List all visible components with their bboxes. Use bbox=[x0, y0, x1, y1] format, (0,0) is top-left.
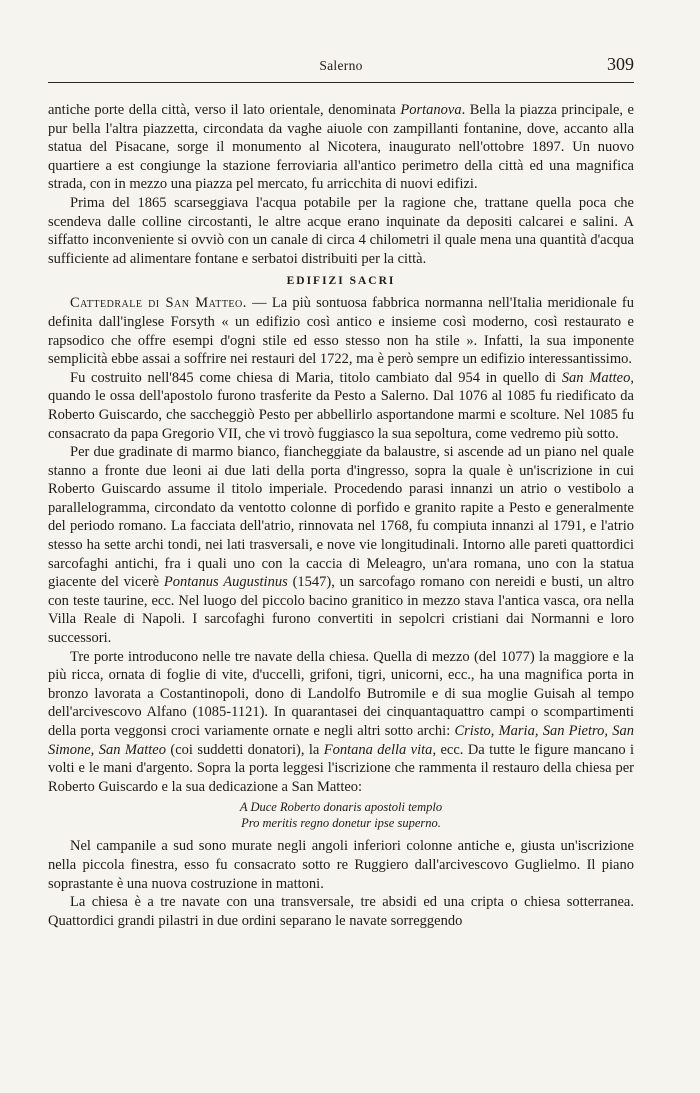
paragraph-lead: Cattedrale di San Matteo. bbox=[70, 295, 247, 312]
inscription-line: Pro meritis regno donetur ipse superno. bbox=[241, 816, 441, 831]
paragraph-campanile: Nel campanile a sud sono murate negli angoli inferiori colonne antiche e, giusta un'iscrizione nella piccola finestra, esso fu consacrato sotto re Ruggiero dall'arcivescovo Guglielmo. Il piano soprastante è una nuova costruzione in mattoni. bbox=[48, 838, 634, 892]
page-number: 309 bbox=[607, 54, 634, 74]
paragraph-naves: La chiesa è a tre navate con una transversale, tre absidi ed una cripta o chiesa sotterranea. Quattordici grandi pilastri in due ordini separano le navate sorreggendo bbox=[48, 894, 634, 929]
book-page bbox=[48, 52, 634, 930]
paragraph-doors: Tre porte introducono nelle tre navate della chiesa. Quella di mezzo (del 1077) la maggiore e la più ricca, ornata di foglie di vite, d'uccelli, grifoni, tigri, unicorni, ecc., ha una magnifica porta in bronzo lavorata a Costantinopoli, dono di Landolfo Butromile e di sua moglie Guisah al tempo dell'arcivescovo Alfano (1085-1121). In quarantasei dei cinquantaquattro campi o scompartimenti della porta veggonsi croci variamente ornate e negli altri sotto archi: Cristo, Maria, San Pietro, San Simone, San Matteo (coi suddetti donatori), la Fontana della vita, ecc. Da tutte le figure mancano i volti e le mani d'argento. Sopra la porta leggesi l'iscrizione che rammenta il restauro della chiesa per Roberto Guiscardo e la sua dedicazione a San Matteo: bbox=[48, 648, 635, 795]
header-rule bbox=[48, 82, 634, 83]
running-title: Salerno bbox=[319, 58, 363, 73]
inscription bbox=[48, 799, 634, 831]
paragraph-history: Fu costruito nell'845 come chiesa di Maria, titolo cambiato dal 954 in quello di San Matteo, quando le ossa dell'apostolo furono trasferite da Pesto a Salerno. Dal 1076 al 1085 fu riedificato da Roberto Guiscardo, che saccheggiò Pesto per abbellirlo asportandone marmi e scolture. Nel 1085 fu consacrato da papa Gregorio VII, che vi trovò fuggiasco la sua sepoltura, come vedremo più sotto. bbox=[48, 369, 634, 442]
section-heading: EDIFIZI SACRI bbox=[286, 275, 396, 288]
paragraph-continued: antiche porte della città, verso il lato orientale, denominata Portanova. Bella la piazza principale, e pur bella l'altra piazzetta, circondata da vaghe aiuole con zampillanti fontanine, dove, accanto alla statua del Pisacane, sorge il monumento al Nicotera, inaugurato nell'ottobre 1897. Un nuovo quartiere a est congiunge la stazione ferroviaria all'antico perimetro della città ed una magnifica strada, con in mezzo una piazza pel mercato, fu arricchita di nuovi edifizi. bbox=[48, 102, 634, 193]
paragraph-water-supply: Prima del 1865 scarseggiava l'acqua potabile per la ragione che, trattane quella poca che scendeva dalle colline circostanti, le altre acque erano inquinate da depositi calcarei e salini. A siffatto inconveniente si ovviò con un canale di circa 4 chilometri il quale mena una quantità d'acqua sufficiente ad alimentare fontane e serbatoi distribuiti per la città. bbox=[48, 194, 634, 267]
paragraph-atrium: Per due gradinate di marmo bianco, fiancheggiate da balaustre, si ascende ad un piano nel quale stanno a fronte due leoni ai due lati della porta d'ingresso, sopra la quale è un'iscrizione in cui Roberto Guiscardo assume il titolo imperiale. Procedendo parasi innanzi un atrio o vestibolo a parallelogramma, circondato da ventotto colonne di porfido e granito rapite a Pesto e generalmente del periodo romano. La facciata dell'atrio, rinnovata nel 1768, fu compiuta innanzi al 1791, e l'atrio stesso ha sette archi tondi, nei lati trasversali, e nove vie longitudinali. Intorno alle pareti quattordici sarcofaghi antichi, fra i quali uno con la caccia di Meleagro, un'ara romana, uno con la statua giacente del vicerè Pontanus Augustinus (1547), un sarcofago romano con nereidi e busti, un altro con teste taurine, ecc. Nel luogo del piccolo bacino granitico in mezzo stava l'antica vasca, ora nella Villa Reale di Napoli. I sarcofaghi furono convertiti in sepolcri cristiani dai Normanni e loro successori. bbox=[48, 444, 634, 647]
inscription-line: A Duce Roberto donaris apostoli templo bbox=[239, 800, 443, 815]
paragraph-cathedral: Cattedrale di San Matteo. — La più sontuosa fabbrica normanna nell'Italia meridionale fu definita dall'inglese Forsyth « un edifizio così antico e insieme così moderno, così restaurato e rapsodico che offre esempi d'ogni stile ed esso stesso non ha stile ». Infatti, la sua imponente semplicità ebbe assai a soffrire nei restauri del 1722, ma è però sempre un edifizio interessantissimo. bbox=[48, 295, 635, 368]
running-head bbox=[48, 52, 634, 82]
